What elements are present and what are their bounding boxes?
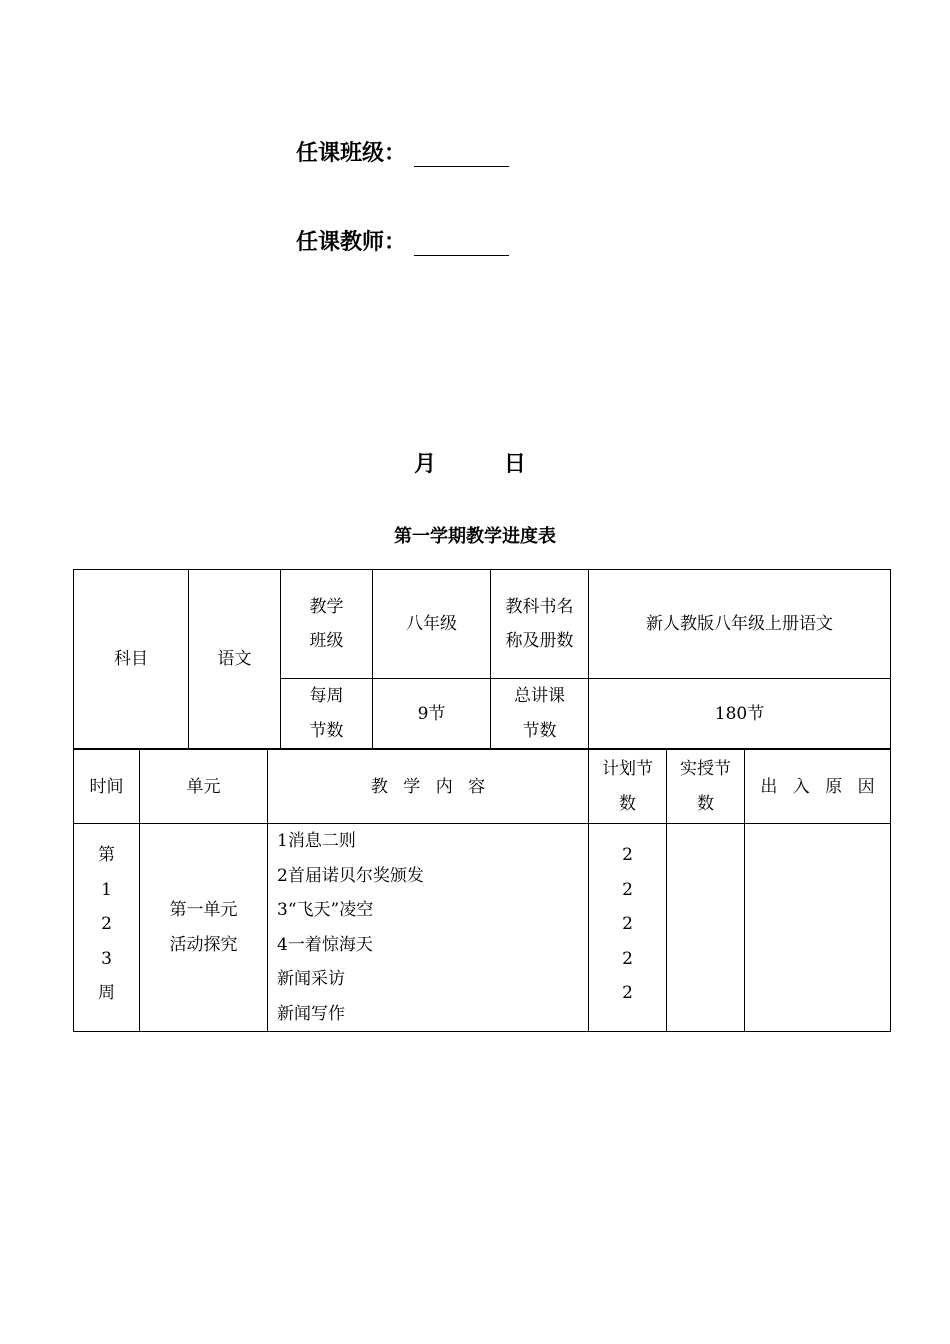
class-label-line2: 班级 — [309, 631, 344, 651]
content-item: 新闻写作 — [277, 1003, 345, 1024]
header-actual-line2: 数 — [697, 793, 714, 814]
class-label: 任课班级： — [296, 141, 407, 166]
weekly-value: 9节 — [373, 679, 491, 749]
teacher-blank-line[interactable] — [414, 233, 509, 256]
week-line: 3 — [101, 948, 112, 969]
book-label-line1: 教科书名 — [505, 596, 574, 617]
class-value: 八年级 — [373, 570, 491, 679]
header-planned-line2: 数 — [619, 793, 636, 814]
date-line: 月 日 — [414, 452, 556, 477]
actual-cell[interactable] — [667, 824, 745, 1032]
book-value: 新人教版八年级上册语文 — [589, 570, 891, 679]
content-item: 3“飞天”凌空 — [277, 900, 374, 920]
class-label-line1: 教学 — [309, 596, 344, 617]
week-line: 1 — [101, 879, 112, 900]
header-planned — [589, 750, 667, 824]
content-item: 1消息二则 — [277, 831, 356, 851]
class-label-cell — [281, 570, 373, 679]
reason-cell[interactable] — [745, 824, 891, 1032]
planned-cell — [589, 824, 667, 1032]
subject-value: 语文 — [189, 570, 281, 749]
unit-cell — [140, 824, 268, 1032]
header-actual — [667, 750, 745, 824]
content-item: 新闻采访 — [277, 969, 345, 989]
book-label-cell — [491, 570, 589, 679]
document-title: 第一学期教学进度表 — [394, 526, 556, 547]
header-actual-line1: 实授节 — [680, 759, 731, 779]
header-content: 教 学 内 容 — [268, 750, 589, 824]
total-label-cell — [491, 679, 589, 749]
content-cell — [268, 824, 589, 1032]
course-info-table — [73, 569, 891, 749]
schedule-header-row — [74, 750, 891, 824]
subject-label: 科目 — [74, 570, 189, 749]
planned-value: 2 — [622, 948, 633, 969]
unit-line2: 活动探究 — [169, 934, 238, 955]
class-blank-line[interactable] — [414, 144, 509, 167]
total-label-line2: 节数 — [522, 720, 557, 741]
total-label-line1: 总讲课 — [514, 686, 565, 706]
week-cell — [74, 824, 140, 1032]
planned-value: 2 — [622, 879, 633, 900]
planned-value: 2 — [622, 983, 633, 1003]
weekly-label-cell — [281, 679, 373, 749]
teacher-label: 任课教师： — [296, 230, 407, 255]
unit-line1: 第一单元 — [169, 900, 238, 920]
header-planned-line1: 计划节 — [602, 759, 653, 779]
header-unit: 单元 — [140, 750, 268, 824]
content-item: 2首届诺贝尔奖颁发 — [277, 865, 424, 886]
content-item: 4一着惊海天 — [277, 934, 373, 955]
teacher-field — [296, 225, 509, 256]
class-field — [296, 136, 509, 167]
schedule-table — [73, 749, 891, 1032]
total-value: 180节 — [589, 679, 891, 749]
table-row — [74, 824, 891, 1032]
book-label-line2: 称及册数 — [505, 631, 574, 651]
weekly-label-line2: 节数 — [309, 720, 344, 741]
header-reason: 出 入 原 因 — [745, 750, 891, 824]
week-line: 第 — [98, 845, 115, 865]
header-time: 时间 — [74, 750, 140, 824]
week-line: 2 — [101, 914, 112, 934]
planned-value: 2 — [622, 914, 633, 934]
week-line: 周 — [98, 983, 115, 1003]
planned-value: 2 — [622, 845, 633, 865]
weekly-label-line1: 每周 — [309, 686, 344, 706]
